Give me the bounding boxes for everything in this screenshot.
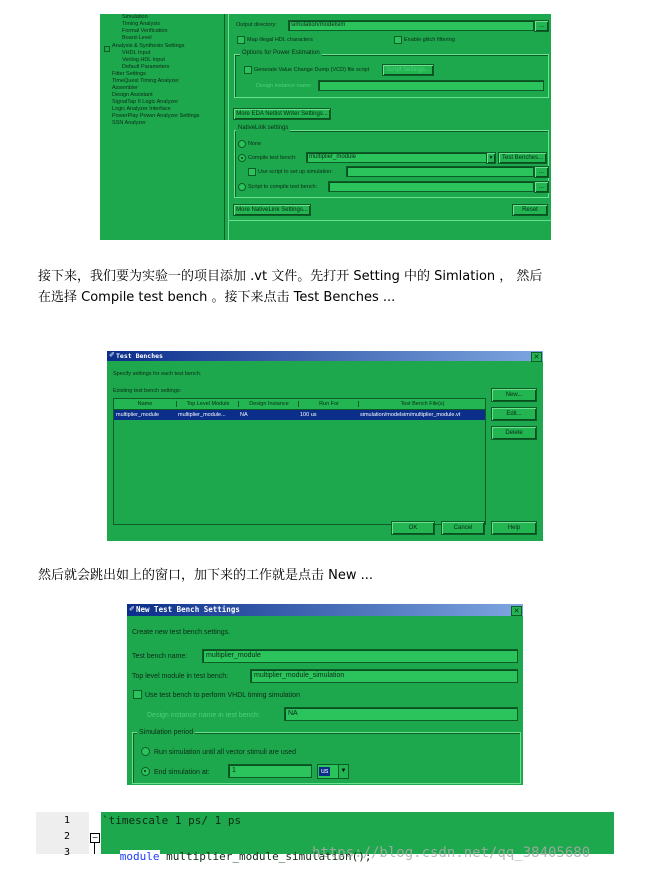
tree-expander-icon[interactable] — [104, 46, 110, 52]
settings-screenshot — [100, 14, 551, 240]
new-button[interactable]: New... — [491, 388, 537, 402]
design-inst-label: Design instance name in test bench: — [147, 712, 260, 719]
line-number: 2 — [63, 831, 70, 842]
map-illegal-label: Map illegal HDL characters — [247, 37, 313, 43]
design-instance-field[interactable] — [318, 80, 544, 91]
cancel-button[interactable]: Cancel — [441, 521, 485, 535]
tree-item[interactable]: Fitter Settings — [112, 71, 146, 77]
panel-divider — [228, 14, 229, 240]
unit-select[interactable] — [317, 764, 349, 779]
line-number: 3 — [63, 847, 70, 858]
chevron-down-icon[interactable]: ▼ — [486, 152, 496, 164]
test-benches-button[interactable]: Test Benches... — [498, 152, 547, 164]
compile-tb-select[interactable]: multiplier_module — [306, 152, 488, 163]
cell-name: multiplier_module — [116, 412, 160, 418]
output-dir-field[interactable]: simulation/modelsim — [288, 20, 534, 31]
tree-item[interactable]: Analysis & Synthesis Settings — [112, 43, 185, 49]
column-header-design-instance[interactable]: Design Instance — [238, 401, 299, 407]
use-script-checkbox[interactable] — [248, 168, 256, 176]
browse-compile-button[interactable]: ... — [534, 181, 549, 193]
app-icon: ✐ — [129, 606, 135, 613]
script-compile-label: Script to compile test bench: — [248, 184, 318, 190]
delete-button[interactable]: Delete — [491, 426, 537, 440]
panel-divider — [224, 14, 225, 240]
column-header-name[interactable]: Name — [137, 401, 153, 407]
create-text: Create new test bench settings. — [132, 629, 231, 636]
tree-item[interactable]: Board-Level — [122, 35, 152, 41]
column-header-files[interactable]: Test Bench File(s) — [358, 401, 486, 407]
sim-period-title: Simulation period — [139, 729, 194, 736]
cell-files: simulation/modelsim/multiplier_module.vt — [360, 412, 461, 418]
vhdl-timing-checkbox[interactable] — [133, 690, 142, 699]
tree-item[interactable]: SSN Analyzer — [112, 120, 146, 126]
table-header — [114, 399, 485, 410]
tree-item[interactable]: Simulation — [122, 14, 148, 20]
more-nativelink-button[interactable]: More NativeLink Settings... — [233, 204, 311, 216]
script-settings-button[interactable]: Script Settings... — [382, 64, 434, 76]
tree-item[interactable]: Timing Analysis — [122, 21, 161, 27]
compile-tb-label: Compile test bench: — [248, 155, 297, 161]
map-illegal-checkbox[interactable] — [237, 36, 245, 44]
existing-label: Existing test bench settings: — [113, 388, 182, 394]
top-module-field[interactable]: multiplier_module_simulation — [250, 669, 518, 683]
vhdl-timing-label: Use test bench to perform VHDL timing simulation — [145, 692, 300, 699]
run-until-label: Run simulation until all vector stimuli are used — [154, 749, 297, 756]
module-keyword: module — [119, 850, 160, 863]
new-test-bench-dialog — [127, 604, 523, 785]
tree-item[interactable]: Default Parameters — [122, 64, 170, 70]
module-declaration: multiplier_module_simulation(); — [159, 850, 372, 863]
dialog-title: Test Benches — [116, 352, 163, 360]
browse-output-button[interactable]: ... — [534, 20, 549, 32]
dialog-titlebar — [107, 351, 543, 361]
more-eda-button[interactable]: More EDA Netlist Writer Settings... — [233, 108, 331, 120]
close-icon[interactable]: ✕ — [531, 352, 542, 362]
end-sim-field[interactable]: 1 — [228, 764, 312, 778]
edit-button[interactable]: Edit... — [491, 407, 537, 421]
top-module-label: Top level module in test bench: — [132, 673, 229, 680]
tree-item[interactable]: SignalTap II Logic Analyzer — [112, 99, 179, 105]
fold-line — [94, 843, 95, 854]
tb-name-field[interactable]: multiplier_module — [202, 649, 518, 663]
close-icon[interactable]: ✕ — [511, 606, 522, 616]
collapse-icon[interactable]: − — [91, 833, 99, 842]
script-compile-field[interactable] — [328, 181, 534, 192]
table-row[interactable] — [114, 410, 485, 420]
test-bench-table[interactable] — [113, 398, 486, 525]
run-until-radio[interactable] — [141, 747, 150, 756]
watermark: https://blog.csdn.net/qq_38405680 — [312, 845, 591, 861]
paragraph-intro-line1: 接下来，我们要为实验一的项目添加 .vt 文件。先打开 Setting 中的 Simlation ， 然后 — [38, 269, 543, 284]
nativelink-group-title: NativeLink settings — [238, 125, 289, 131]
end-sim-label: End simulation at: — [154, 769, 210, 776]
app-icon: ✐ — [109, 352, 115, 359]
reset-button[interactable]: Reset — [512, 204, 548, 216]
vcd-label: Generate Value Change Dump (VCD) file script — [254, 67, 370, 73]
power-group-title: Options for Power Estimation — [242, 50, 320, 56]
tree-item[interactable]: Design Assistant — [112, 92, 153, 98]
tree-item[interactable]: Assembler — [112, 85, 138, 91]
tree-item[interactable]: TimeQuest Timing Analyzer — [112, 78, 180, 84]
end-sim-radio[interactable] — [141, 767, 150, 776]
cell-top-level: multiplier_module... — [178, 412, 226, 418]
cell-run-for: 100 us — [300, 412, 317, 418]
column-header-run-for[interactable]: Run For — [298, 401, 359, 407]
compile-tb-radio[interactable] — [238, 154, 246, 162]
design-inst-field[interactable]: NA — [284, 707, 518, 721]
dialog-title: New Test Bench Settings — [136, 605, 240, 614]
chevron-down-icon[interactable]: ▼ — [338, 765, 348, 778]
power-estimation-group — [234, 54, 549, 98]
tree-item[interactable]: Formal Verification — [122, 28, 168, 34]
paragraph-new: 然后就会跳出如上的窗口，加下来的工作就是点击 New ... — [38, 568, 374, 583]
panel-bottom-divider — [228, 220, 551, 221]
none-radio[interactable] — [238, 140, 246, 148]
settings-tree — [100, 14, 226, 240]
unit-value: us — [321, 768, 329, 775]
script-compile-radio[interactable] — [238, 183, 246, 191]
use-script-label: Use script to set up simulation: — [258, 169, 333, 175]
line-number: 1 — [63, 815, 70, 826]
help-button[interactable]: Help — [491, 521, 537, 535]
tree-item[interactable]: VHDL Input — [122, 50, 151, 56]
tree-item[interactable]: PowerPlay Power Analyzer Settings — [112, 113, 200, 119]
code-line-1: `timescale 1 ps/ 1 ps — [102, 814, 242, 827]
test-benches-dialog — [107, 351, 543, 541]
glitch-checkbox[interactable] — [394, 36, 402, 44]
tree-item[interactable]: Logic Analyzer Interface — [112, 106, 171, 112]
vcd-checkbox[interactable] — [244, 66, 252, 74]
tb-name-label: Test bench name: — [132, 653, 188, 660]
tree-item[interactable]: Verilog HDL Input — [122, 57, 165, 63]
cell-design-instance: NA — [240, 412, 248, 418]
dialog-titlebar — [127, 604, 523, 616]
none-label: None — [248, 141, 262, 147]
design-instance-label: Design instance name: — [256, 83, 312, 89]
specify-text: Specify settings for each test bench. — [113, 371, 202, 377]
ok-button[interactable]: OK — [391, 521, 435, 535]
glitch-label: Enable glitch filtering — [404, 37, 455, 43]
use-script-field[interactable] — [346, 166, 534, 177]
browse-script-button[interactable]: ... — [534, 166, 549, 178]
output-dir-label: Output directory: — [236, 22, 277, 28]
paragraph-intro-line2: 在选择 Compile test bench 。接下来点击 Test Benches ... — [38, 290, 396, 305]
column-header-top-level[interactable]: Top Level Module — [176, 401, 239, 407]
